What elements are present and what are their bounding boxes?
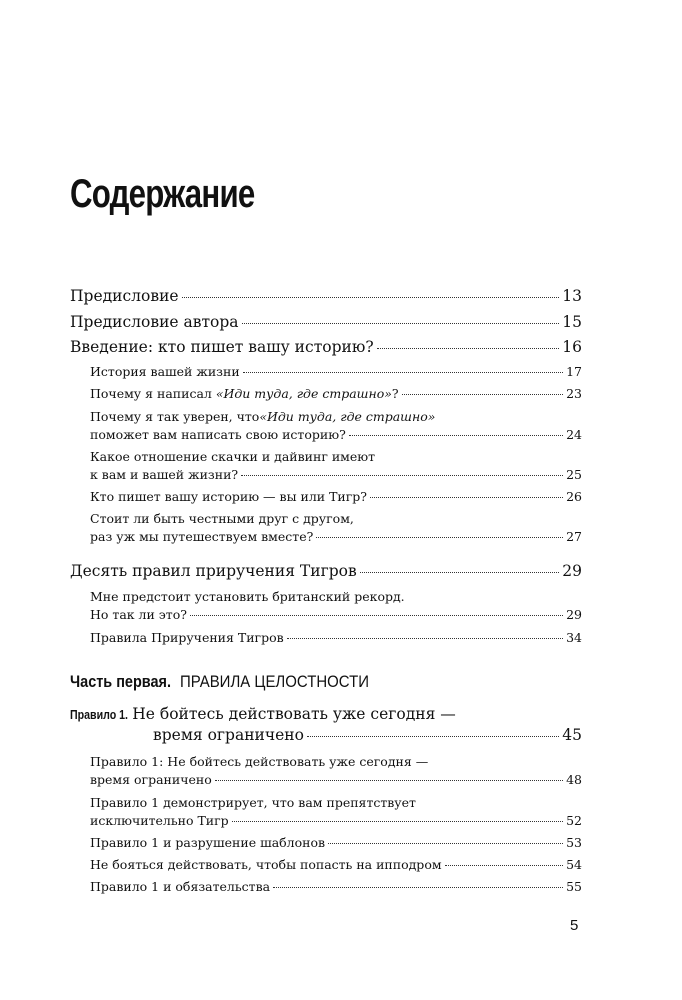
toc-page-number: 17 [566, 364, 582, 379]
dot-leader [377, 348, 560, 349]
toc-subentry[interactable] [90, 467, 582, 482]
toc-page-number: 27 [566, 529, 582, 544]
dot-leader [360, 572, 560, 573]
rule-label: Правило 1. [70, 708, 129, 722]
toc-text-part: Правило 1: Не бойтесь действовать уже сегодня — [90, 754, 429, 769]
toc-subentry-line1[interactable] [90, 449, 375, 464]
toc-page-number: 52 [566, 813, 582, 828]
dot-leader [242, 323, 560, 324]
toc-entry-text: время ограничено [90, 772, 212, 787]
toc-text-part: Почему я написал [90, 386, 216, 401]
part-label: Часть первая. [70, 672, 171, 691]
toc-page-number: 25 [566, 467, 582, 482]
toc-entry-ten-rules[interactable] [70, 562, 582, 580]
toc-text-part: ? [391, 386, 399, 401]
toc-text-part: Почему я так уверен, что [90, 409, 260, 424]
toc-page-number: 29 [562, 562, 582, 580]
toc-subentry-line1[interactable] [90, 511, 354, 526]
toc-entry-text: исключительно Тигр [90, 813, 229, 828]
dot-leader [370, 497, 563, 498]
toc-page-number: 45 [562, 726, 582, 744]
toc-page-number: 16 [562, 338, 582, 356]
toc-subentry[interactable] [90, 772, 582, 787]
toc-entry-text: Правила Приручения Тигров [90, 630, 284, 645]
toc-page-number: 48 [566, 772, 582, 787]
toc-page-number: 23 [566, 386, 582, 401]
toc-subentry[interactable] [90, 813, 582, 828]
toc-entry-text: Введение: кто пишет вашу историю? [70, 338, 374, 356]
dot-leader [307, 736, 559, 737]
toc-subentry[interactable] [90, 630, 582, 645]
book-title-italic: «Иди туда, где страшно» [215, 386, 392, 401]
toc-subentry[interactable] [90, 364, 582, 379]
toc-page-number: 54 [566, 857, 582, 872]
dot-leader [402, 394, 563, 395]
toc-entry-introduction[interactable] [70, 338, 582, 356]
dot-leader [241, 475, 563, 476]
toc-subentry-line1[interactable] [90, 589, 405, 604]
dot-leader [445, 865, 564, 866]
rule-title-line2: время ограничено [153, 726, 304, 744]
toc-rule-heading[interactable] [70, 705, 582, 723]
toc-text-part: Правило 1 демонстрирует, что вам препятствует [90, 795, 416, 810]
page-number: 5 [570, 917, 579, 934]
toc-page-number: 34 [566, 630, 582, 645]
toc-entry-text: Предисловие автора [70, 313, 239, 331]
dot-leader [273, 887, 563, 888]
toc-subentry[interactable] [90, 427, 582, 442]
dot-leader [243, 372, 563, 373]
dot-leader [182, 297, 560, 298]
toc-page-number: 13 [562, 287, 582, 305]
part-heading[interactable] [70, 672, 395, 692]
book-title-italic: «Иди туда, где страшно» [259, 409, 436, 424]
toc-entry-text: Кто пишет вашу историю — вы или Тигр? [90, 489, 367, 504]
toc-subentry[interactable] [90, 857, 582, 872]
toc-page-number: 55 [566, 879, 582, 894]
toc-entry-text: История вашей жизни [90, 364, 240, 379]
dot-leader [190, 615, 563, 616]
toc-subentry[interactable] [90, 489, 582, 504]
dot-leader [215, 780, 563, 781]
dot-leader [328, 843, 563, 844]
toc-entry-text: Но так ли это? [90, 607, 187, 622]
dot-leader [349, 435, 563, 436]
toc-rule-heading-line2[interactable] [153, 726, 582, 744]
toc-page-number: 24 [566, 427, 582, 442]
toc-subentry[interactable] [90, 529, 582, 544]
toc-entry-foreword[interactable] [70, 287, 582, 305]
toc-page-number: 26 [566, 489, 582, 504]
toc-subentry-line1[interactable] [90, 754, 428, 769]
toc-page-number: 53 [566, 835, 582, 850]
toc-subentry-line1[interactable] [90, 795, 416, 810]
toc-page-number: 29 [566, 607, 582, 622]
toc-entry-text [90, 386, 399, 401]
toc-subentry[interactable] [90, 607, 582, 622]
toc-text-part: Какое отношение скачки и дайвинг имеют [90, 449, 376, 464]
rule-title-line1: Не бойтесь действовать уже сегодня — [132, 705, 456, 723]
toc-entry-text: Десять правил приручения Тигров [70, 562, 357, 580]
toc-subentry[interactable] [90, 386, 582, 401]
dot-leader [287, 638, 563, 639]
toc-subentry[interactable] [90, 879, 582, 894]
toc-entry-text: Предисловие [70, 287, 179, 305]
toc-subentry-line1[interactable] [90, 409, 435, 424]
page-title: Содержание [70, 172, 255, 216]
toc-entry-text: Правило 1 и разрушение шаблонов [90, 835, 326, 850]
dot-leader [316, 537, 563, 538]
toc-entry-text: Правило 1 и обязательства [90, 879, 271, 894]
toc-page-number: 15 [562, 313, 582, 331]
part-title: ПРАВИЛА ЦЕЛОСТНОСТИ [180, 672, 370, 691]
toc-entry-text: поможет вам написать свою историю? [90, 427, 346, 442]
toc-entry-text: раз уж мы путешествуем вместе? [90, 529, 314, 544]
toc-text-part: Стоит ли быть честными друг с другом, [90, 511, 354, 526]
toc-entry-text: к вам и вашей жизни? [90, 467, 239, 482]
toc-entry-author-foreword[interactable] [70, 313, 582, 331]
toc-subentry[interactable] [90, 835, 582, 850]
toc-text-part: Мне предстоит установить британский рекорд. [90, 589, 405, 604]
dot-leader [232, 821, 563, 822]
toc-entry-text: Не бояться действовать, чтобы попасть на ипподром [90, 857, 442, 872]
